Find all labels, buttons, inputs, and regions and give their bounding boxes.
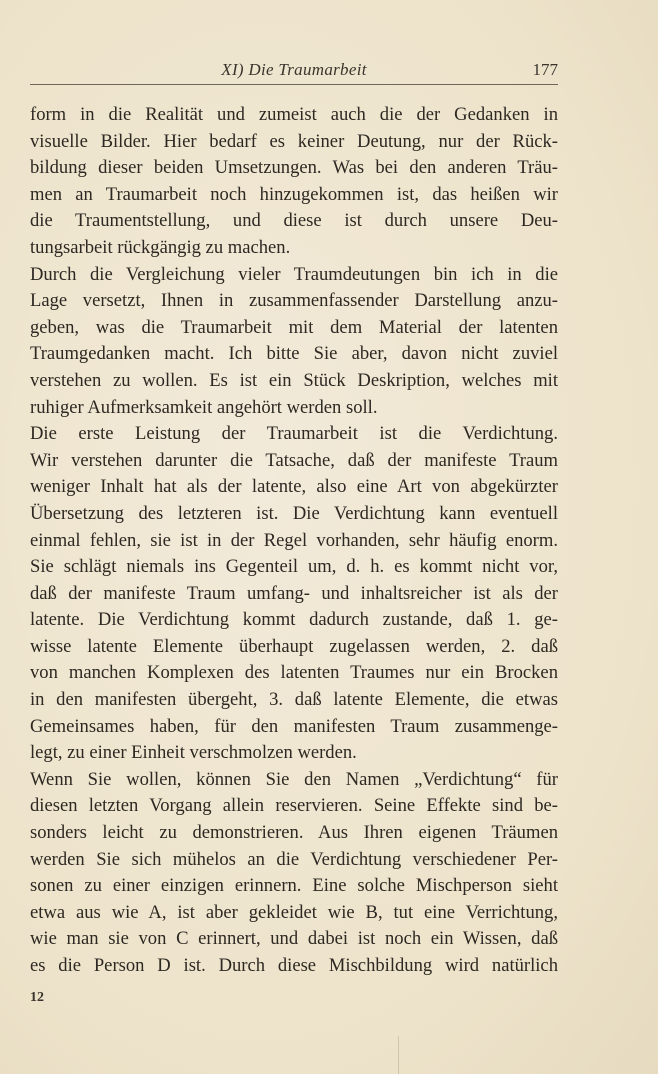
text-line: visuelle Bilder. Hier bedarf es keiner Deutung, nur der Rück- [30, 130, 558, 152]
text-line: daß der manifeste Traum umfang- und inhaltsreicher ist als der [30, 582, 558, 604]
text-line: bildung dieser beiden Umsetzungen. Was bei den anderen Träu- [30, 157, 558, 179]
text-line: Traumgedanken macht. Ich bitte Sie aber, davon nicht zuviel [30, 343, 558, 365]
text-line: Durch die Vergleichung vieler Traumdeutungen bin ich in die [30, 263, 558, 285]
text-line: wisse latente Elemente überhaupt zugelassen werden, 2. daß [30, 635, 558, 657]
text-line: werden Sie sich mühelos an die Verdichtung verschiedener Per- [30, 848, 558, 870]
page-number: 177 [532, 60, 558, 79]
text-line: latente. Die Verdichtung kommt dadurch zustande, daß 1. ge- [30, 609, 558, 631]
text-line: es die Person D ist. Durch diese Mischbildung wird natürlich [30, 955, 558, 976]
text-line: sonders leicht zu demonstrieren. Aus Ihren eigenen Träumen [30, 822, 558, 844]
chapter-title: XI) Die Traumarbeit [221, 60, 367, 79]
text-line: legt, zu einer Einheit verschmolzen werden. [30, 742, 357, 764]
text-line: die Traumentstellung, und diese ist durch unsere Deu- [30, 210, 558, 232]
text-line: sonen zu einer einzigen erinnern. Eine solche Mischperson sieht [30, 875, 558, 897]
text-line: geben, was die Traumarbeit mit dem Material der latenten [30, 316, 558, 338]
text-line: Sie schlägt niemals ins Gegenteil um, d. h. es kommt nicht vor, [30, 556, 558, 578]
text-line: Die erste Leistung der Traumarbeit ist die Verdichtung. [30, 423, 558, 445]
text-line: etwa aus wie A, ist aber gekleidet wie B, tut eine Verrichtung, [30, 901, 558, 923]
text-line: Wir verstehen darunter die Tatsache, daß der manifeste Traum [30, 449, 558, 471]
text-line: von manchen Komplexen des latenten Traumes nur ein Brocken [30, 662, 558, 684]
text-line: wie man sie von C erinnert, und dabei ist noch ein Wissen, daß [30, 928, 558, 950]
text-line: form in die Realität und zumeist auch die der Gedanken in [30, 104, 558, 125]
text-line: Übersetzung des letzteren ist. Die Verdichtung kann eventuell [30, 502, 558, 524]
text-line: Wenn Sie wollen, können Sie den Namen „Verdichtung“ für [30, 768, 558, 790]
text-line: diesen letzten Vorgang allein reservieren. Seine Effekte sind be- [30, 795, 558, 817]
text-line: ruhiger Aufmerksamkeit angehört werden soll. [30, 396, 378, 418]
text-line: men an Traumarbeit noch hinzugekommen ist, das heißen wir [30, 183, 558, 205]
text-line: Gemeinsames haben, für den manifesten Traum zusammenge- [30, 715, 558, 737]
body-text [30, 102, 558, 980]
text-line: in den manifesten übergeht, 3. daß latente Elemente, die etwas [30, 689, 558, 711]
running-head [30, 58, 558, 85]
signature-mark: 12 [30, 990, 44, 1005]
page-fold-divider [398, 1036, 399, 1074]
text-line: verstehen zu wollen. Es ist ein Stück Deskription, welches mit [30, 369, 558, 391]
text-line: tungsarbeit rückgängig zu machen. [30, 236, 291, 258]
text-line: weniger Inhalt hat als der latente, also eine Art von abgekürzter [30, 476, 558, 498]
text-line: Lage versetzt, Ihnen in zusammenfassender Darstellung anzu- [30, 290, 558, 312]
text-line: einmal fehlen, sie ist in der Regel vorhanden, sehr häufig enorm. [30, 529, 558, 551]
